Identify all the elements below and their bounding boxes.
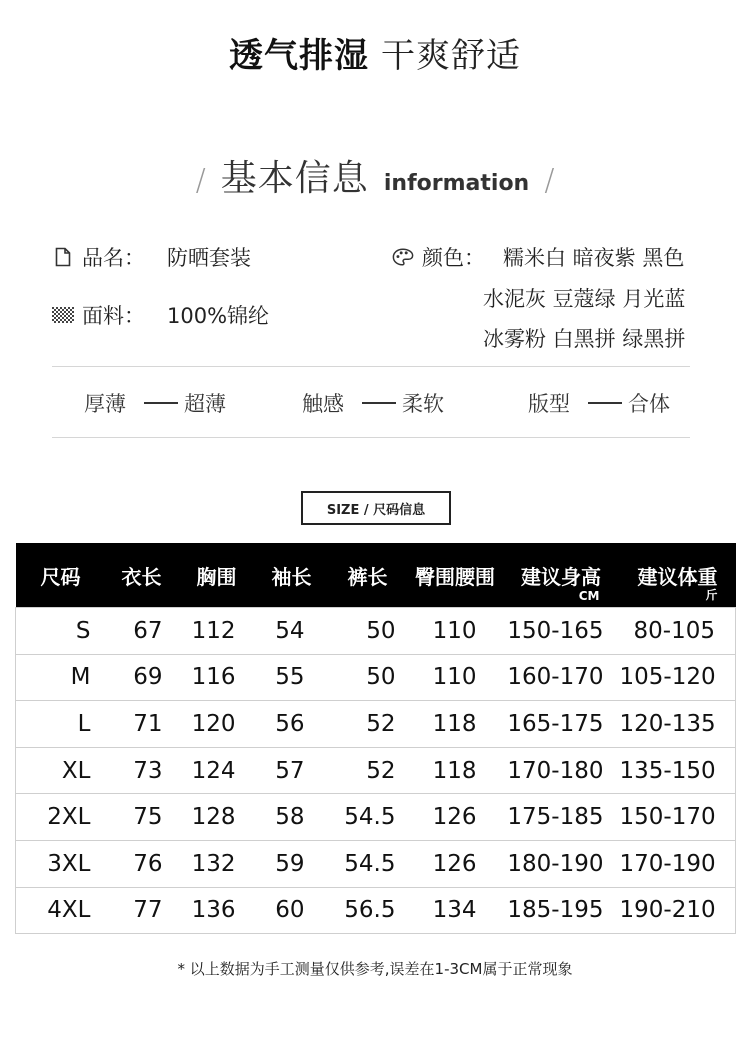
fabric-value: 100%锦纶 [167, 304, 270, 328]
attr-touch [302, 388, 444, 418]
cell-sleeve: 54 [256, 608, 328, 655]
table-header-row [16, 543, 736, 608]
cell-pants-length: 52 [328, 701, 408, 748]
attr-thickness-label: 厚薄 [84, 392, 126, 416]
cell-weight: 190-210 [620, 887, 736, 934]
cell-sleeve: 57 [256, 747, 328, 794]
cell-hip-waist: 118 [408, 747, 503, 794]
cell-sleeve: 59 [256, 840, 328, 887]
cell-height: 185-195 [503, 887, 620, 934]
cell-hip-waist: 126 [408, 840, 503, 887]
attr-touch-value: 柔软 [402, 392, 444, 416]
divider-bottom [52, 437, 690, 438]
attr-thickness-value: 超薄 [184, 392, 226, 416]
cell-height: 180-190 [503, 840, 620, 887]
attr-fit [528, 388, 670, 418]
color-line-1: 糯米白 暗夜紫 黑色 [503, 246, 685, 270]
palette-icon [392, 246, 414, 268]
header-length: 衣长 [106, 543, 178, 608]
height-unit: CM [578, 589, 600, 603]
table-row [16, 654, 736, 701]
attr-thickness [84, 388, 226, 418]
cell-length: 69 [106, 654, 178, 701]
attr-fit-label: 版型 [528, 392, 570, 416]
cell-height: 160-170 [503, 654, 620, 701]
divider-top [52, 366, 690, 367]
cell-chest: 136 [178, 887, 256, 934]
attr-dash [144, 402, 178, 404]
cell-weight: 80-105 [620, 608, 736, 655]
color-line-3: 冰雾粉 白黑拼 绿黑拼 [483, 327, 686, 351]
cell-chest: 112 [178, 608, 256, 655]
cell-size: L [16, 701, 106, 748]
cell-sleeve: 55 [256, 654, 328, 701]
cell-pants-length: 56.5 [328, 887, 408, 934]
cell-height: 165-175 [503, 701, 620, 748]
color-label: 颜色： [422, 246, 485, 270]
color-label-row [392, 242, 485, 272]
cell-hip-waist: 110 [408, 654, 503, 701]
section-title-en: information [383, 171, 530, 196]
cell-length: 71 [106, 701, 178, 748]
cell-height: 150-165 [503, 608, 620, 655]
cell-chest: 120 [178, 701, 256, 748]
attr-dash [588, 402, 622, 404]
cell-size: M [16, 654, 106, 701]
cell-size: 2XL [16, 794, 106, 841]
weight-unit: 斤 [705, 588, 718, 602]
fabric-label: 面料： [82, 304, 145, 328]
cell-pants-length: 52 [328, 747, 408, 794]
cell-length: 77 [106, 887, 178, 934]
cell-pants-length: 54.5 [328, 840, 408, 887]
cell-chest: 132 [178, 840, 256, 887]
product-name-value: 防晒套装 [167, 246, 251, 270]
cell-weight: 120-135 [620, 701, 736, 748]
cell-weight: 150-170 [620, 794, 736, 841]
cell-sleeve: 56 [256, 701, 328, 748]
cell-length: 75 [106, 794, 178, 841]
cell-hip-waist: 118 [408, 701, 503, 748]
header-sleeve: 袖长 [256, 543, 328, 608]
cell-pants-length: 50 [328, 608, 408, 655]
title-slash-right: / [544, 163, 555, 198]
cell-pants-length: 50 [328, 654, 408, 701]
section-title-zh: 基本信息 [220, 158, 369, 199]
header-chest: 胸围 [178, 543, 256, 608]
table-row [16, 701, 736, 748]
cell-weight: 170-190 [620, 840, 736, 887]
product-name-label: 品名： [82, 246, 145, 270]
cell-chest: 124 [178, 747, 256, 794]
cell-length: 67 [106, 608, 178, 655]
table-row [16, 887, 736, 934]
cell-length: 73 [106, 747, 178, 794]
header-height-label: 建议身高 [521, 564, 601, 589]
size-info-badge: SIZE / 尺码信息 [301, 491, 451, 525]
headline-bold: 透气排湿 [229, 36, 369, 76]
color-line-2: 水泥灰 豆蔻绿 月光蓝 [483, 287, 686, 311]
table-row [16, 840, 736, 887]
cell-pants-length: 54.5 [328, 794, 408, 841]
attr-touch-label: 触感 [302, 392, 344, 416]
cell-height: 170-180 [503, 747, 620, 794]
cell-chest: 128 [178, 794, 256, 841]
table-row [16, 794, 736, 841]
fabric-row [52, 300, 269, 330]
cell-height: 175-185 [503, 794, 620, 841]
cell-hip-waist: 134 [408, 887, 503, 934]
header-pants-length: 裤长 [328, 543, 408, 608]
size-table [15, 543, 736, 934]
header-weight-label: 建议体重 [637, 564, 718, 589]
cell-hip-waist: 110 [408, 608, 503, 655]
cell-size: 3XL [16, 840, 106, 887]
document-icon [52, 246, 74, 268]
cell-sleeve: 58 [256, 794, 328, 841]
cell-weight: 135-150 [620, 747, 736, 794]
attr-dash [362, 402, 396, 404]
cell-size: S [16, 608, 106, 655]
headline-light: 干爽舒适 [381, 36, 521, 76]
table-row [16, 747, 736, 794]
header-weight [620, 543, 736, 608]
fabric-texture-icon [52, 304, 74, 326]
header-hip-waist: 臀围腰围 [408, 543, 503, 608]
cell-sleeve: 60 [256, 887, 328, 934]
cell-size: XL [16, 747, 106, 794]
title-slash-left: / [195, 163, 206, 198]
cell-length: 76 [106, 840, 178, 887]
header-size: 尺码 [16, 543, 106, 608]
product-name-row [52, 242, 251, 272]
cell-hip-waist: 126 [408, 794, 503, 841]
section-title [0, 150, 750, 201]
header-height [503, 543, 620, 608]
footnote: * 以上数据为手工测量仅供参考,误差在1-3CM属于正常现象 [177, 960, 573, 978]
cell-weight: 105-120 [620, 654, 736, 701]
table-row [16, 608, 736, 655]
attr-fit-value: 合体 [628, 392, 670, 416]
cell-chest: 116 [178, 654, 256, 701]
cell-size: 4XL [16, 887, 106, 934]
headline [0, 28, 750, 77]
